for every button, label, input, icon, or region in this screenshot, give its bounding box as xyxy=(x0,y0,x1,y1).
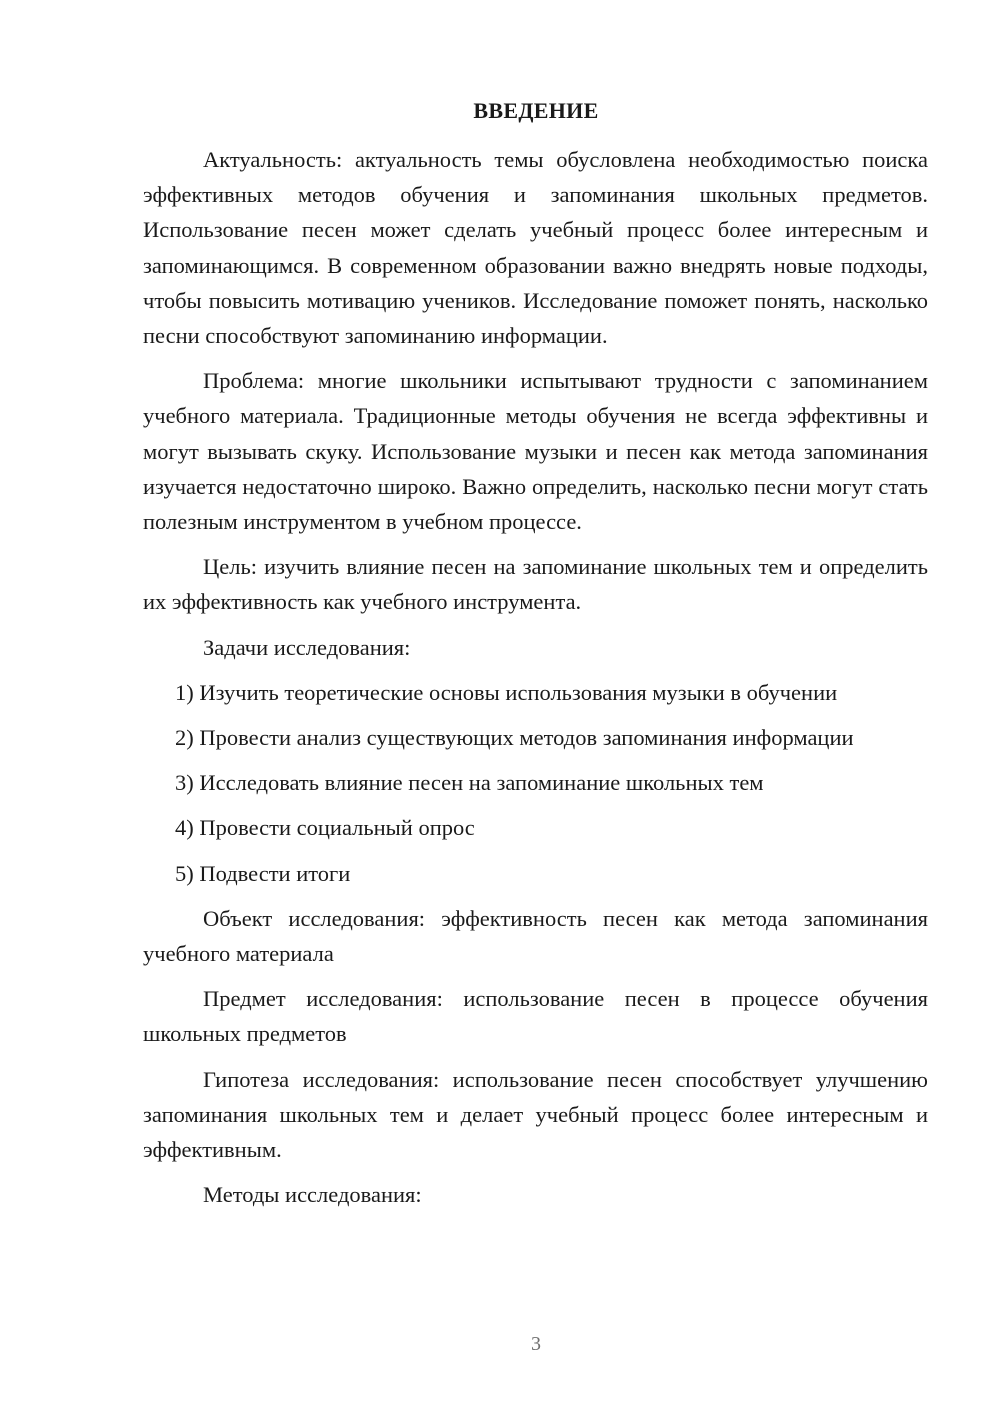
page-number: 3 xyxy=(531,1333,541,1355)
page-title: ВВЕДЕНИЕ xyxy=(473,98,599,123)
body-text xyxy=(143,142,928,1222)
list-item: 3) Исследовать влияние песен на запоминание школьных тем xyxy=(175,770,764,796)
methods-heading: Методы исследования: xyxy=(203,1182,422,1208)
paragraph-subject: Предмет исследования: использование песен в процессе обучения школьных предметов xyxy=(143,986,928,1047)
paragraph-hypothesis: Гипотеза исследования: использование песен способствует улучшению запоминания школьных тем и делает учебный процесс более интересным и эффективным. xyxy=(143,1066,928,1163)
list-item: 1) Изучить теоретические основы использования музыки в обучении xyxy=(175,679,838,705)
tasks-heading: Задачи исследования: xyxy=(203,634,411,660)
tasks-list xyxy=(143,675,928,891)
list-item: 2) Провести анализ существующих методов запоминания информации xyxy=(175,725,854,751)
list-item: 4) Провести социальный опрос xyxy=(175,815,475,841)
paragraph-object: Объект исследования: эффективность песен как метода запоминания учебного материала xyxy=(143,905,928,967)
paragraph-goal: Цель: изучить влияние песен на запоминание школьных тем и определить их эффективность как учебного инструмента. xyxy=(143,554,928,615)
paragraph-problem: Проблема: многие школьники испытывают трудности с запоминанием учебного материала. Традиционные методы обучения не всегда эффективны и могут вызывать скуку. Использование музыки и песен как метода запоминания изучается недостаточно широко. Важно определить, насколько песни могут стать полезным инструментом в учебном процессе. xyxy=(143,368,928,535)
paragraph-relevance: Актуальность: актуальность темы обусловлена необходимостью поиска эффективных методов обучения и запоминания школьных предметов. Использование песен может сделать учебный процесс более интересным и запоминающимся. В современном образовании важно внедрять новые подходы, чтобы повысить мотивацию учеников. Исследование поможет понять, насколько песни способствуют запоминанию информации. xyxy=(143,147,928,349)
list-item: 5) Подвести итоги xyxy=(175,860,351,886)
